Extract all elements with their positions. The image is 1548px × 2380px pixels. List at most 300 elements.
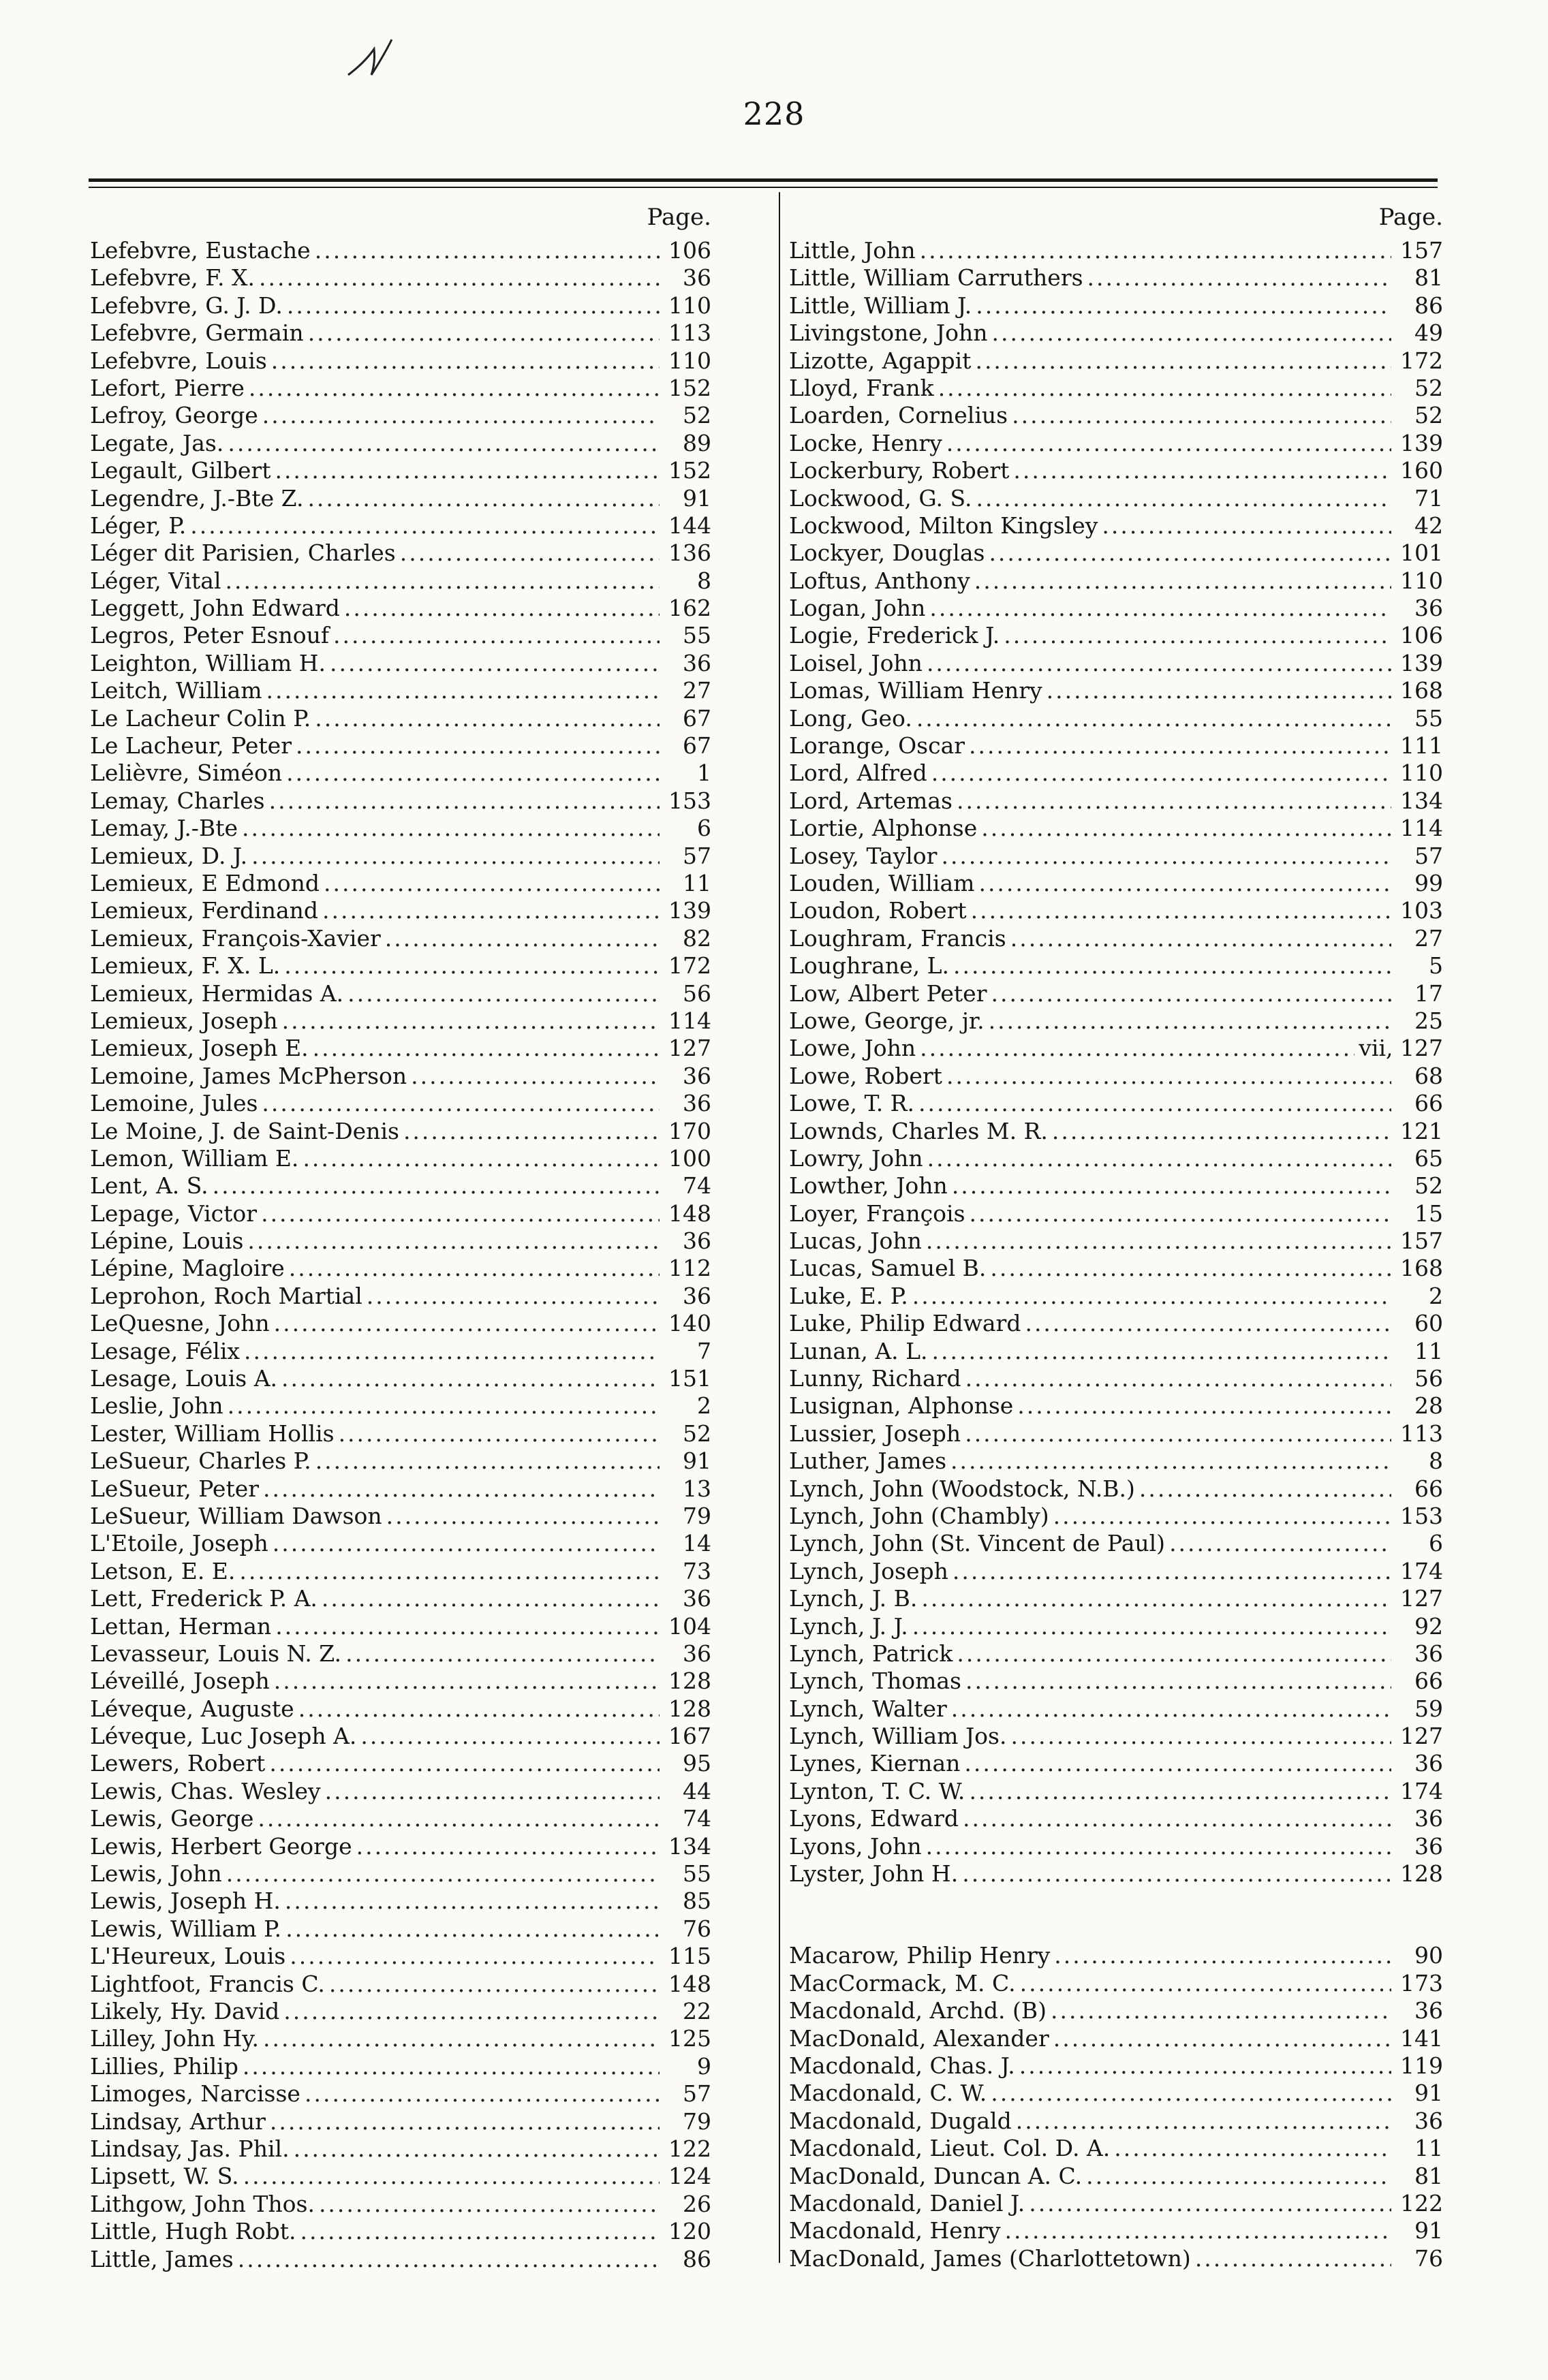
entry-page: 36 [683,1227,711,1255]
entry-page: vii, 127 [1359,1035,1443,1062]
dot-leader [258,1805,660,1832]
entry-page: 66 [1414,1667,1443,1695]
entry-name: Lord, Alfred [789,760,927,787]
dot-leader [976,485,1391,512]
entry-page: 11 [1414,1337,1443,1364]
index-entry [90,1833,744,1860]
index-entry [90,2218,744,2245]
index-entry [90,1915,744,1943]
entry-name: Lindsay, Arthur [90,2108,266,2135]
index-entry [789,787,1443,815]
dot-leader [249,375,660,402]
index-entry [789,2108,1443,2135]
dot-leader [1139,1475,1391,1503]
index-entry [789,567,1443,595]
entry-name: Lowe, Robert [789,1062,942,1089]
index-entry [789,1145,1443,1172]
dot-leader [1169,1530,1391,1557]
entry-name: Lewers, Robert [90,1750,266,1777]
dot-leader [386,1503,660,1530]
dot-leader [315,1447,660,1475]
entry-page: 55 [683,622,711,649]
entry-page: 174 [1400,1777,1443,1804]
index-entry [90,347,744,375]
dot-leader [965,1667,1391,1695]
entry-name: Lipsett, W. S. [90,2163,239,2190]
entry-name: LeSueur, Peter [90,1475,260,1502]
dot-leader [213,1172,660,1200]
entry-page: 11 [683,869,711,896]
entry-name: Lemay, Charles [90,787,265,814]
dot-leader [247,1227,660,1255]
dot-leader [300,2218,660,2245]
entry-page: 81 [1414,2162,1443,2189]
entry-page: 56 [683,980,711,1007]
dot-leader [403,1118,660,1145]
index-entry [789,1860,1443,1888]
entry-page: 160 [1400,457,1443,484]
entry-name: Lusignan, Alphonse [789,1392,1014,1420]
entry-page: 153 [668,787,711,814]
dot-leader [329,1971,660,1998]
index-entry [90,1475,744,1503]
dot-leader [281,1365,660,1392]
entry-name: Lortie, Alphonse [789,815,978,842]
dot-leader [1013,457,1391,484]
index-entry [789,1035,1443,1062]
index-entry [90,1998,744,2025]
index-entry [90,760,744,787]
dot-leader [303,1145,660,1172]
entry-name: Letson, E. E. [90,1557,236,1584]
entry-page: 139 [1400,649,1443,676]
entry-name: Leprohon, Roch Martial [90,1282,362,1309]
index-entry [90,319,744,347]
dot-leader [1114,2135,1391,2162]
entry-page: 36 [1414,1832,1443,1860]
dot-leader [970,1200,1391,1227]
dot-leader [981,815,1391,842]
dot-leader [952,1172,1391,1200]
dot-leader [950,1447,1391,1475]
entry-name: Loisel, John [789,649,923,676]
entry-name: Lynch, John (Chambly) [789,1502,1049,1529]
entry-page: 9 [697,2052,711,2080]
dot-leader [228,430,660,457]
right-page-heading: Page. [1378,204,1443,231]
dot-leader [991,980,1391,1007]
index-entry [90,1640,744,1667]
index-entry [90,897,744,924]
dot-leader [916,705,1391,732]
entry-name: Lindsay, Jas. Phil. [90,2135,290,2162]
entry-name: Loyer, François [789,1200,965,1227]
entry-name: Little, John [789,237,916,264]
dot-leader [289,1255,660,1282]
dot-leader [963,1805,1391,1832]
entry-page: 36 [683,1585,711,1612]
index-entry [90,1805,744,1832]
index-entry [90,237,744,264]
entry-name: Loarden, Cornelius [789,402,1008,429]
index-entry [789,925,1443,952]
index-entry [90,1172,744,1200]
entry-name: Macdonald, Chas. J. [789,2052,1015,2079]
entry-page: 134 [668,1832,711,1860]
index-entry [789,843,1443,870]
dot-leader [1047,677,1391,704]
entry-page: 49 [1414,319,1443,347]
entry-page: 36 [1414,595,1443,622]
entry-page: 125 [668,2025,711,2052]
entry-name: Limoges, Narcisse [90,2080,300,2108]
index-entry [90,980,744,1007]
entry-name: Lemieux, Joseph E. [90,1035,309,1062]
entry-page: 110 [1400,760,1443,787]
entry-name: L'Heureux, Louis [90,1943,286,1970]
index-entry [90,705,744,732]
dot-leader [912,1283,1391,1310]
entry-name: Lucas, Samuel B. [789,1255,987,1282]
dot-leader [325,1778,660,1805]
entry-page: 68 [1414,1062,1443,1089]
entry-name: Levasseur, Louis N. Z. [90,1640,342,1667]
entry-page: 124 [668,2163,711,2190]
entry-page: 65 [1414,1144,1443,1172]
dot-leader [965,1365,1391,1392]
entry-name: LeSueur, William Dawson [90,1502,382,1529]
dot-leader [1016,2108,1391,2135]
index-entry [789,1778,1443,1805]
entry-page: 99 [1414,869,1443,896]
entry-page: 91 [1414,2080,1443,2107]
entry-name: Lemieux, D. J. [90,842,248,869]
entry-name: Lowry, John [789,1144,923,1172]
entry-page: 6 [1429,1530,1443,1557]
entry-page: 92 [1414,1612,1443,1640]
dot-leader [938,375,1391,402]
entry-name: Lemon, William E. [90,1144,299,1172]
dot-leader [965,1420,1391,1447]
entry-page: 110 [668,292,711,319]
entry-page: 36 [1414,1750,1443,1777]
entry-page: 73 [683,1557,711,1584]
index-entry [90,1447,744,1475]
entry-name: Lemieux, F. X. L. [90,952,281,980]
index-entry [90,264,744,292]
index-entry [789,1750,1443,1777]
index-entry [90,2191,744,2218]
index-entry [789,1805,1443,1832]
index-entry [90,1888,744,1915]
index-entry [789,732,1443,760]
index-entry [789,705,1443,732]
entry-page: 134 [1400,787,1443,814]
entry-page: 167 [668,1723,711,1750]
entry-page: 172 [668,952,711,980]
index-entry [90,1145,744,1172]
entry-page: 52 [1414,374,1443,401]
dot-leader [322,1585,660,1612]
entry-page: 52 [1414,1172,1443,1200]
index-entry [789,1530,1443,1557]
entry-name: Little, James [90,2245,234,2272]
dot-leader [319,2191,660,2218]
entry-name: Logie, Frederick J. [789,622,1000,649]
entry-name: Lucas, John [789,1227,922,1255]
entry-name: Lemoine, Jules [90,1090,258,1117]
index-entry [789,2190,1443,2217]
index-entry [789,1997,1443,2024]
entry-name: Locke, Henry [789,429,942,456]
entry-name: Luther, James [789,1447,946,1475]
index-entry [90,595,744,622]
dot-leader [315,705,660,732]
dot-leader [941,843,1391,870]
entry-name: Low, Albert Peter [789,980,987,1007]
entry-name: Leighton, William H. [90,649,326,676]
index-entry [90,512,744,539]
entry-name: Lillies, Philip [90,2052,238,2080]
left-page-heading: Page. [647,204,711,231]
entry-page: 11 [1414,2135,1443,2162]
dot-leader [347,980,660,1007]
index-entry [90,1750,744,1777]
entry-name: Lépine, Louis [90,1227,244,1255]
entry-page: 67 [683,704,711,732]
entry-name: Leitch, William [90,677,262,704]
dot-leader [226,567,660,595]
entry-page: 74 [683,1172,711,1200]
entry-page: 74 [683,1805,711,1832]
entry-name: Léveque, Luc Joseph A. [90,1723,357,1750]
dot-leader [324,870,660,897]
dot-leader [1010,925,1391,952]
entry-page: 152 [668,457,711,484]
entry-name: Lowther, John [789,1172,948,1200]
entry-page: 157 [1400,237,1443,264]
entry-name: Lettan, Herman [90,1612,272,1640]
entry-page: 8 [1429,1447,1443,1475]
index-entry [789,1558,1443,1585]
index-entry [90,1723,744,1750]
entry-name: Léger, Vital [90,567,221,594]
entry-page: 106 [668,237,711,264]
entry-page: 86 [683,2245,711,2272]
dot-leader [1020,1970,1391,1997]
dot-leader [975,347,1391,375]
index-entry [90,2108,744,2135]
entry-name: Macdonald, Henry [789,2217,1001,2244]
entry-name: Lord, Artemas [789,787,953,814]
entry-name: Lussier, Joseph [789,1420,961,1447]
dot-leader [262,1090,660,1117]
entry-page: 66 [1414,1090,1443,1117]
dot-leader [989,539,1391,567]
entry-page: 148 [668,1970,711,1997]
index-entry [90,1007,744,1035]
entry-name: Loudon, Robert [789,897,967,924]
entry-page: 52 [683,1420,711,1447]
index-entry [90,1035,744,1062]
index-entry [90,1365,744,1392]
entry-name: Lefebvre, Louis [90,347,267,374]
index-entry [90,1695,744,1723]
dot-leader [226,1860,660,1888]
index-entry [90,815,744,842]
dot-leader [976,292,1391,319]
entry-page: 100 [668,1144,711,1172]
dot-leader [991,319,1391,347]
entry-page: 79 [683,1502,711,1529]
dot-leader [251,843,660,870]
entry-name: Lefebvre, F. X. [90,264,255,292]
dot-leader [1005,2217,1391,2244]
dot-leader [964,1750,1391,1777]
entry-name: Louden, William [789,869,975,896]
entry-page: 113 [668,319,711,347]
entry-page: 114 [668,1007,711,1034]
dot-leader [263,2025,660,2052]
entry-page: 2 [697,1392,711,1420]
entry-name: Lilley, John Hy. [90,2025,259,2052]
dot-leader [261,1200,660,1227]
index-entry [90,2246,744,2273]
entry-name: Lépine, Magloire [90,1255,285,1282]
dot-leader [1087,264,1391,292]
header-rule-thin [89,187,1438,188]
dot-leader [953,952,1391,980]
index-entry [90,1200,744,1227]
index-entry [90,1118,744,1145]
entry-page: 127 [1400,1585,1443,1612]
entry-page: 25 [1414,1007,1443,1034]
entry-name: Logan, John [789,595,926,622]
entry-page: 27 [1414,924,1443,952]
dot-leader [946,1063,1391,1090]
dot-leader [262,402,660,429]
index-entry [90,1392,744,1420]
entry-name: Léveillé, Joseph [90,1667,270,1695]
entry-name: Lewis, Joseph H. [90,1888,281,1915]
entry-page: 136 [668,539,711,567]
entry-name: Lockwood, Milton Kingsley [789,512,1098,539]
entry-page: 122 [1400,2189,1443,2217]
entry-page: 127 [668,1035,711,1062]
dot-leader [333,622,660,649]
entry-page: 36 [683,1090,711,1117]
entry-name: Le Lacheur, Peter [90,732,292,760]
right-column [789,198,1443,2272]
entry-name: Losey, Taylor [789,842,938,869]
index-entry [789,677,1443,704]
index-entry [90,1310,744,1337]
index-entry [90,1778,744,1805]
entry-page: 127 [1400,1723,1443,1750]
entry-page: 57 [683,842,711,869]
dot-leader [266,677,660,704]
index-entry [789,1090,1443,1117]
entry-page: 144 [668,512,711,539]
entry-name: Lepage, Victor [90,1200,258,1227]
index-entry [90,1255,744,1282]
header-rule [89,178,1438,182]
entry-name: Lunan, A. L. [789,1337,928,1364]
index-entry [789,1063,1443,1090]
entry-name: Lowe, John [789,1035,916,1062]
index-entry [789,1118,1443,1145]
dot-leader [920,237,1391,264]
entry-page: 128 [668,1667,711,1695]
dot-leader [957,1640,1391,1667]
dot-leader [271,347,660,375]
entry-name: Lemieux, E Edmond [90,869,320,896]
dot-leader [921,1585,1391,1612]
entry-name: Lelièvre, Siméon [90,760,283,787]
index-entry [789,347,1443,375]
entry-page: 71 [1414,484,1443,512]
index-entry [90,1613,744,1640]
entry-page: 140 [668,1310,711,1337]
entry-page: 28 [1414,1392,1443,1420]
dot-leader [238,2246,660,2273]
dot-leader [1019,2052,1391,2080]
entry-name: MacDonald, James (Charlottetown) [789,2244,1191,2272]
index-entry [90,1860,744,1888]
right-index-list [789,237,1443,1888]
index-entry [90,650,744,677]
index-entry [789,2052,1443,2080]
entry-name: Lorange, Oscar [789,732,965,760]
entry-page: 13 [683,1475,711,1502]
index-entry [789,1338,1443,1365]
dot-leader [284,952,660,980]
index-entry [789,980,1443,1007]
entry-page: 89 [683,429,711,456]
entry-page: 76 [683,1915,711,1942]
dot-leader [1017,1392,1391,1420]
entry-page: 56 [1414,1365,1443,1392]
index-entry [90,375,744,402]
entry-name: Lomas, William Henry [789,677,1042,704]
dot-leader [322,897,660,924]
entry-page: 36 [1414,1640,1443,1667]
entry-name: Lightfoot, Francis C. [90,1970,325,1997]
entry-name: Legros, Peter Esnouf [90,622,330,649]
index-entry [90,1338,744,1365]
index-entry [789,237,1443,264]
index-entry [90,1227,744,1255]
entry-name: MacDonald, Duncan A. C. [789,2162,1083,2189]
entry-name: LeQuesne, John [90,1310,270,1337]
entry-page: 139 [1400,429,1443,456]
dot-leader [1053,2025,1391,2052]
dot-leader [339,1420,660,1447]
entry-name: Lynch, J. J. [789,1612,908,1640]
dot-leader [953,1558,1391,1585]
entry-name: Macdonald, Lieut. Col. D. A. [789,2135,1111,2162]
entry-page: 168 [1400,1255,1443,1282]
entry-page: 174 [1400,1557,1443,1584]
entry-page: 173 [1400,1969,1443,1997]
index-entry [90,677,744,704]
dot-leader [274,1310,660,1337]
entry-page: 151 [668,1365,711,1392]
dot-leader [969,732,1391,760]
index-entry [789,815,1443,842]
entry-name: Lewis, Herbert George [90,1832,352,1860]
entry-name: Lesage, Louis A. [90,1365,278,1392]
